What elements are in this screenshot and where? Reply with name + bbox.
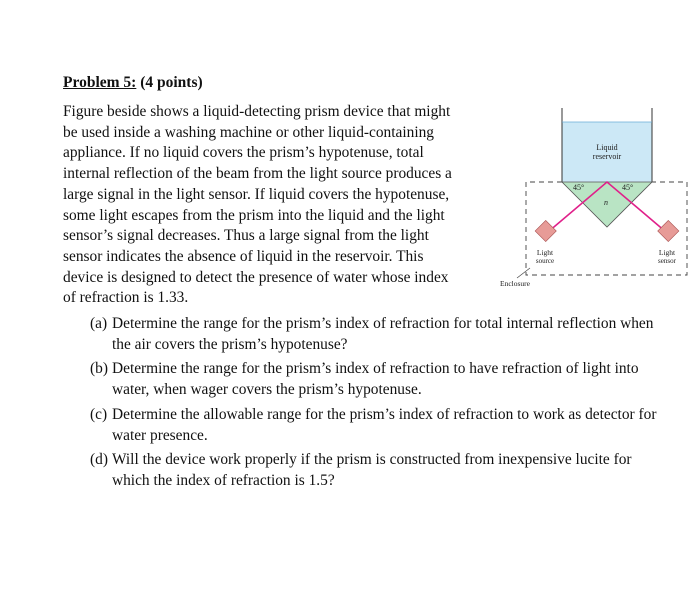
- paragraph-line: sensor’s signal decreases. Thus a large signal from the light: [63, 227, 429, 245]
- paragraph-line: Figure beside shows a liquid-detecting prism device that might: [63, 103, 451, 120]
- part-line: Will the device work properly if the prism is constructed from inexpensive lucite for: [112, 451, 632, 469]
- paragraph-line: some light escapes from the prism into the liquid and the light: [63, 206, 445, 224]
- paragraph-line: large signal in the light sensor. If liquid covers the hypotenuse,: [63, 185, 450, 203]
- part-label: (a): [90, 315, 108, 332]
- part-line: Determine the allowable range for the prism’s index of refraction to work as detector for: [112, 405, 657, 423]
- part-line: Determine the range for the prism’s index of refraction for total internal reflection when: [112, 315, 654, 332]
- paragraph-line: internal reflection of the beam from the light source produces a: [63, 165, 452, 183]
- source-label-1: Light: [536, 248, 554, 257]
- enclosure-label: Enclosure: [500, 279, 530, 288]
- problem-points: (4 points): [140, 74, 203, 91]
- part-line: water presence.: [112, 426, 208, 444]
- part-line: water, when wager covers the prism’s hypotenuse.: [112, 381, 422, 399]
- enclosure-leader: [517, 268, 530, 278]
- part-label: (b): [90, 360, 108, 378]
- part-line: the air covers the prism’s hypotenuse?: [112, 335, 348, 353]
- part-line: Determine the range for the prism’s index of refraction to have refraction of light into: [112, 360, 639, 378]
- angle-left-label: 45°: [573, 183, 585, 192]
- part-label: (d): [90, 451, 108, 469]
- reservoir-label-2: reservoir: [592, 152, 622, 161]
- reservoir-label-1: Liquid: [596, 143, 618, 152]
- paragraph-line: sensor indicates the absence of liquid in the reservoir. This: [63, 247, 424, 265]
- paragraph-line: of refraction is 1.33.: [63, 289, 189, 307]
- angle-right-label: 45°: [622, 183, 634, 192]
- paragraph-line: device is designed to detect the presence of water whose index: [63, 268, 449, 286]
- problem-title: Problem 5:: [63, 74, 137, 91]
- sensor-label-1: Light: [658, 248, 676, 257]
- sensor-label-2: sensor: [658, 257, 676, 265]
- index-symbol: n: [604, 198, 608, 207]
- source-label-2: source: [535, 257, 555, 265]
- paragraph-line: appliance. If no liquid covers the prism’s hypotenuse, total: [63, 144, 424, 162]
- light-source: [535, 220, 556, 241]
- paragraph-line: be used inside a washing machine or other liquid-containing: [63, 123, 434, 141]
- light-sensor: [658, 220, 679, 241]
- part-label: (c): [90, 405, 108, 423]
- part-line: which the index of refraction is 1.5?: [112, 471, 335, 489]
